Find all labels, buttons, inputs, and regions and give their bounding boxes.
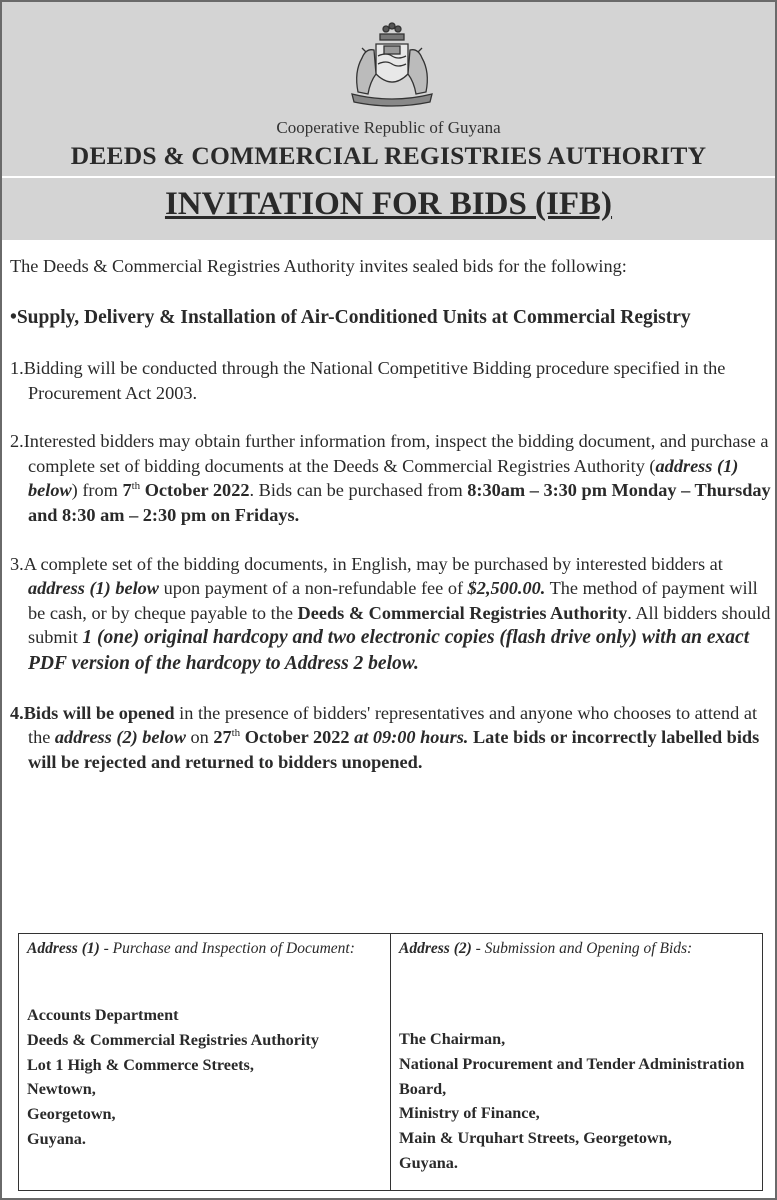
date-month-year: October 2022	[140, 480, 250, 501]
address-line: Guyana.	[27, 1129, 86, 1148]
clause-text: A complete set of the bidding documents, in English, may be purchased by interested bidders at	[23, 553, 723, 574]
clause-number: 3.	[10, 553, 24, 574]
date-day: 7	[122, 480, 132, 501]
date-suffix: th	[231, 727, 241, 740]
clause-text: upon payment of a non-refundable fee of	[159, 578, 468, 599]
address-line: The Chairman,	[399, 1030, 506, 1048]
clause-text: . All bidders should submit	[28, 602, 771, 648]
address-line: Georgetown,	[27, 1105, 116, 1124]
intro-paragraph: The Deeds & Commercial Registries Authority invites sealed bids for the following:	[10, 256, 627, 276]
clause-2	[10, 429, 772, 527]
title-band	[2, 176, 775, 240]
clause-text: ) from	[71, 480, 123, 501]
clause-text: Bidding will be conducted through the National Competitive Bidding procedure specified in the Procurement Act 2003.	[23, 358, 726, 403]
address-line: National Procurement and Tender Administration Board,	[399, 1054, 745, 1098]
opening-time: at 09:00 hours.	[354, 727, 469, 748]
address-2-heading	[399, 938, 754, 959]
bullet-icon: •	[10, 306, 17, 328]
clause-text: in the presence of bidders' representatives and anyone who chooses to attend at the	[28, 702, 758, 748]
address-line: Newtown,	[27, 1080, 96, 1099]
address-2-label: Address (2)	[399, 940, 472, 957]
address-table	[18, 933, 763, 1191]
address-2-cell	[391, 934, 763, 1191]
clause-3	[10, 552, 772, 677]
authority-name: DEEDS & COMMERCIAL REGISTRIES AUTHORITY	[70, 141, 707, 170]
address-2-lines	[399, 1027, 754, 1176]
clause-1	[10, 356, 772, 405]
address-1-cell	[19, 934, 391, 1191]
address-line: Main & Urquhart Streets, Georgetown,	[399, 1129, 672, 1148]
clause-text: The method of payment will be cash, or by cheque payable to the	[28, 578, 758, 623]
address-2-description: - Submission and Opening of Bids:	[471, 940, 693, 957]
guyana-coat-of-arms-icon	[346, 22, 438, 110]
date-month-year: October 2022	[240, 727, 355, 748]
notice-header	[2, 2, 775, 176]
address-line: Guyana.	[399, 1153, 458, 1172]
address-reference: address (1) below	[28, 578, 160, 599]
address-line: Ministry of Finance,	[399, 1104, 540, 1123]
address-1-heading	[27, 938, 382, 959]
fee-amount: $2,500.00.	[467, 578, 546, 599]
address-1-label: Address (1)	[27, 940, 100, 957]
address-line: Deeds & Commercial Registries Authority	[27, 1030, 319, 1049]
clause-number: 2.	[10, 431, 24, 452]
clause-4	[10, 701, 772, 775]
address-1-lines	[27, 1003, 382, 1152]
address-line: Accounts Department	[27, 1006, 179, 1024]
submission-requirements: 1 (one) original hardcopy and two electronic copies (flash drive only) with an exact PDF version of the hardcopy to Address 2 below.	[28, 627, 750, 675]
clause-text: on	[185, 727, 214, 748]
date-suffix: th	[131, 480, 141, 493]
payee-name: Deeds & Commercial Registries Authority	[297, 602, 628, 623]
bid-item-bullet	[10, 305, 772, 331]
late-bids-warning: Late bids or incorrectly labelled bids will be rejected and returned to bidders unopened.	[28, 727, 760, 772]
notice-title: INVITATION FOR BIDS (IFB)	[164, 186, 613, 222]
clause-number: 1.	[10, 358, 24, 379]
address-1-description: - Purchase and Inspection of Document:	[99, 940, 355, 957]
purchase-hours: 8:30am – 3:30 pm Monday – Thursday and 8:30 am – 2:30 pm on Fridays.	[28, 480, 771, 526]
clause-number: 4.	[10, 702, 24, 723]
clause-text: . Bids can be purchased from	[249, 480, 468, 501]
country-name: Cooperative Republic of Guyana	[276, 118, 501, 137]
clause-text: Interested bidders may obtain further information from, inspect the bidding document, and purchase a complete set of bidding documents at the Deeds & Commercial Registries Authority (	[23, 431, 769, 476]
address-reference: address (2) below	[54, 727, 186, 748]
date-day: 27	[213, 727, 232, 748]
notice-body	[10, 254, 772, 798]
opening-label: Bids will be opened	[23, 702, 175, 723]
bid-item-title: Supply, Delivery & Installation of Air-Conditioned Units at Commercial Registry	[16, 306, 691, 328]
address-line: Lot 1 High & Commerce Streets,	[27, 1055, 254, 1074]
address-reference: address (1) below	[28, 455, 739, 501]
